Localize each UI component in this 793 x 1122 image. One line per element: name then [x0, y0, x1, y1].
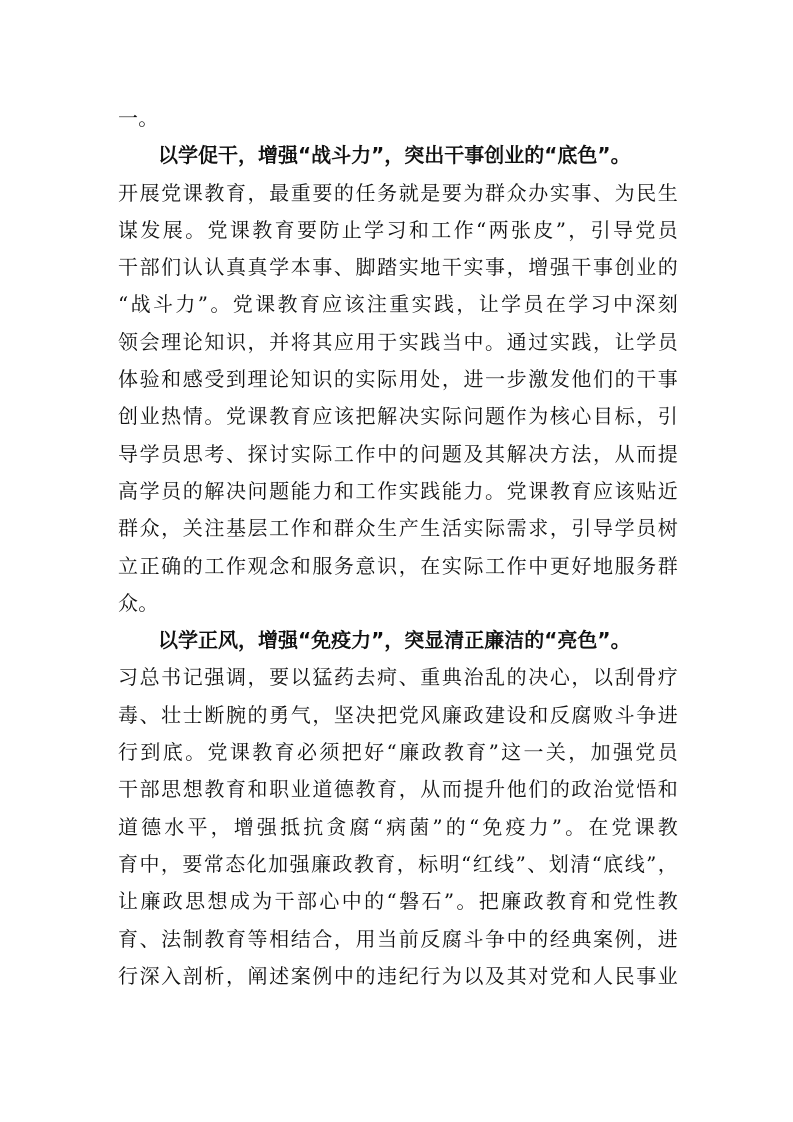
text-line: 谋发展。党课教育要防止学习和工作“两张皮”，引导党员 — [118, 217, 678, 242]
text-line: 众。 — [118, 590, 159, 615]
text-line: 行到底。党课教育必须把好“廉政教育”这一关，加强党员 — [118, 740, 678, 765]
text-line: 干部们认认真真学本事、脚踏实地干实事，增强干事创业的 — [118, 255, 678, 280]
text-line: 创业热情。党课教育应该把解决实际问题作为核心目标，引 — [118, 404, 678, 429]
text-line: 干部思想教育和职业道德教育，从而提升他们的政治觉悟和 — [118, 777, 678, 802]
text-line: 领会理论知识，并将其应用于实践当中。通过实践，让学员 — [118, 329, 678, 354]
text-line: “战斗力”。党课教育应该注重实践，让学员在学习中深刻 — [118, 292, 678, 317]
text-line: 习总书记强调，要以猛药去疴、重典治乱的决心，以刮骨疗 — [118, 665, 678, 690]
section-heading: 以学正风，增强“免疫力”，突显清正廉洁的“亮色”。 — [158, 628, 631, 653]
text-line: 行深入剖析，阐述案例中的违纪行为以及其对党和人民事业 — [118, 963, 678, 988]
text-line: 让廉政思想成为干部心中的“磐石”。把廉政教育和党性教 — [118, 889, 678, 914]
text-line: 导学员思考、探讨实际工作中的问题及其解决方法，从而提 — [118, 441, 678, 466]
text-line: 群众，关注基层工作和群众生产生活实际需求，引导学员树 — [118, 516, 678, 541]
text-line: 道德水平，增强抵抗贪腐“病菌”的“免疫力”。在党课教 — [118, 814, 678, 839]
text-line: 体验和感受到理论知识的实际用处，进一步激发他们的干事 — [118, 367, 678, 392]
section-heading: 以学促干，增强“战斗力”，突出干事创业的“底色”。 — [158, 143, 631, 168]
text-line: 育、法制教育等相结合，用当前反腐斗争中的经典案例，进 — [118, 926, 678, 951]
document-body — [118, 100, 678, 995]
text-line: 立正确的工作观念和服务意识，在实际工作中更好地服务群 — [118, 553, 678, 578]
text-line: 育中，要常态化加强廉政教育，标明“红线”、划清“底线”， — [118, 851, 678, 876]
text-line: 毒、壮士断腕的勇气，坚决把党风廉政建设和反腐败斗争进 — [118, 702, 678, 727]
text-line: 高学员的解决问题能力和工作实践能力。党课教育应该贴近 — [118, 478, 678, 503]
text-line: 开展党课教育，最重要的任务就是要为群众办实事、为民生 — [118, 180, 678, 205]
text-line: 一。 — [118, 106, 159, 130]
